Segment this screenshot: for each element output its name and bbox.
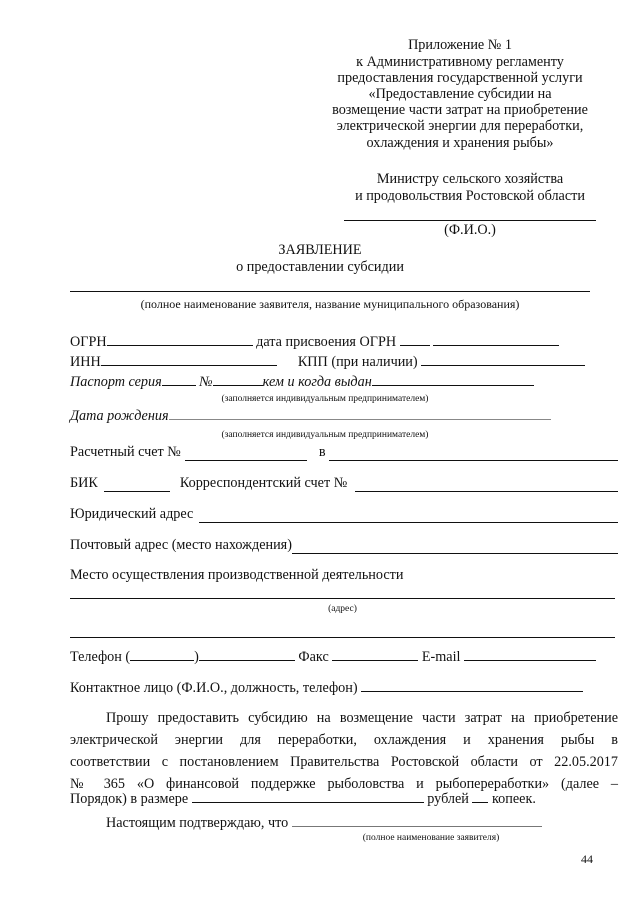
annex-line: возмещение части затрат на приобретение xyxy=(332,102,588,118)
contact-row xyxy=(70,678,583,697)
inn-field[interactable] xyxy=(101,352,277,366)
request-line-4: № 365 «О финансовой поддержке рыболовства и рыбопереработки» (далее – xyxy=(70,776,618,792)
request-line-1: Прошу предоставить субсидию на возмещение части затрат на приобретение xyxy=(106,710,618,726)
bank-field[interactable] xyxy=(329,447,618,461)
fio-caption: (Ф.И.О.) xyxy=(444,222,496,238)
confirm-caption: (полное наименование заявителя) xyxy=(362,833,500,843)
address-caption: (адрес) xyxy=(328,604,357,614)
activity-address-line-2[interactable] xyxy=(70,637,615,638)
ogrn-label: ОГРН xyxy=(70,334,107,350)
bik-field[interactable] xyxy=(104,478,170,492)
addressee-line: Министру сельского хозяйства xyxy=(376,171,564,187)
document-title: ЗАЯВЛЕНИЕ xyxy=(278,242,362,258)
fio-line[interactable] xyxy=(344,220,596,221)
passport-issued-field[interactable] xyxy=(372,372,534,386)
fax-label: Факс xyxy=(298,649,329,665)
corr-account-label: Корреспондентский счет № xyxy=(179,475,348,491)
amount-prefix: Порядок) в размере xyxy=(70,791,189,807)
passport-number-field[interactable] xyxy=(213,372,263,386)
confirm-row xyxy=(106,813,542,832)
annex-line: предоставления государственной услуги xyxy=(337,70,583,86)
inn-label: ИНН xyxy=(70,354,101,370)
postal-address-row xyxy=(70,537,618,554)
rubles-field[interactable] xyxy=(192,789,424,803)
page-number: 44 xyxy=(581,852,593,866)
contact-label: Контактное лицо (Ф.И.О., должность, телефон) xyxy=(70,680,358,696)
contact-field[interactable] xyxy=(361,678,583,692)
contacts-row xyxy=(70,647,596,666)
request-line-2: электрической энергии для переработки, охлаждения и хранения рыбы в xyxy=(70,732,618,748)
ip-note: (заполняется индивидуальным предпринимателем) xyxy=(221,394,429,404)
passport-number-label: № xyxy=(199,374,213,390)
phone-field[interactable] xyxy=(199,647,295,661)
ogrn-date-field[interactable] xyxy=(433,332,559,346)
applicant-name-line[interactable] xyxy=(70,291,590,292)
bik-row xyxy=(70,475,618,492)
request-amount-row xyxy=(70,789,536,808)
birth-date-field[interactable] xyxy=(169,406,551,420)
birth-date-row xyxy=(70,406,551,425)
kpp-field[interactable] xyxy=(421,352,585,366)
document-subtitle: о предоставлении субсидии xyxy=(236,259,404,275)
activity-place-label: Место осуществления производственной деятельности xyxy=(70,567,404,583)
annex-line: к Административному регламенту xyxy=(356,54,564,70)
phone-close-label: ) xyxy=(194,649,199,665)
legal-address-row xyxy=(70,506,618,523)
birth-date-label: Дата рождения xyxy=(70,408,169,424)
bik-label: БИК xyxy=(70,475,98,491)
confirm-applicant-field[interactable] xyxy=(292,813,542,827)
ogrn-field[interactable] xyxy=(107,332,253,346)
kopeks-label: копеек. xyxy=(492,791,536,807)
addressee-line: и продовольствия Ростовской области xyxy=(355,188,585,204)
fax-field[interactable] xyxy=(332,647,418,661)
account-field[interactable] xyxy=(185,447,307,461)
email-field[interactable] xyxy=(464,647,596,661)
annex-line: Приложение № 1 xyxy=(408,37,512,53)
account-label: Расчетный счет № xyxy=(70,444,181,460)
annex-line: «Предоставление субсидии на xyxy=(368,86,552,102)
passport-series-label: Паспорт серия xyxy=(70,374,162,390)
phone-label: Телефон ( xyxy=(70,649,131,665)
annex-line: охлаждения и хранения рыбы» xyxy=(366,135,554,151)
kpp-label: КПП (при наличии) xyxy=(297,354,418,370)
passport-issued-label: кем и когда выдан xyxy=(262,374,372,390)
applicant-caption: (полное наименование заявителя, название муниципального образования) xyxy=(140,297,520,311)
rubles-label: рублей xyxy=(427,791,469,807)
ogrn-date-label: дата присвоения ОГРН xyxy=(256,334,397,350)
legal-address-field[interactable] xyxy=(199,509,618,523)
ogrn-row xyxy=(70,332,559,351)
phone-code-field[interactable] xyxy=(130,647,194,661)
confirm-text: Настоящим подтверждаю, что xyxy=(106,815,289,831)
email-label: E-mail xyxy=(421,649,461,665)
account-row xyxy=(70,444,618,461)
request-line-3: соответствии с постановлением Правительства Ростовской области от 22.05.2017 xyxy=(70,754,618,770)
corr-account-field[interactable] xyxy=(355,478,618,492)
inn-row xyxy=(70,352,585,371)
ogrn-date-day-field[interactable] xyxy=(400,332,430,346)
annex-line: электрической энергии для переработки, xyxy=(336,118,584,134)
ip-note-2: (заполняется индивидуальным предпринимателем) xyxy=(221,430,429,440)
activity-address-line[interactable] xyxy=(70,598,615,599)
passport-row xyxy=(70,372,534,391)
legal-address-label: Юридический адрес xyxy=(70,506,194,522)
postal-address-label: Почтовый адрес (место нахождения) xyxy=(70,537,292,553)
postal-address-field[interactable] xyxy=(292,540,618,554)
kopeks-field[interactable] xyxy=(472,789,488,803)
bank-in-label: в xyxy=(318,444,326,460)
passport-series-field[interactable] xyxy=(162,372,196,386)
